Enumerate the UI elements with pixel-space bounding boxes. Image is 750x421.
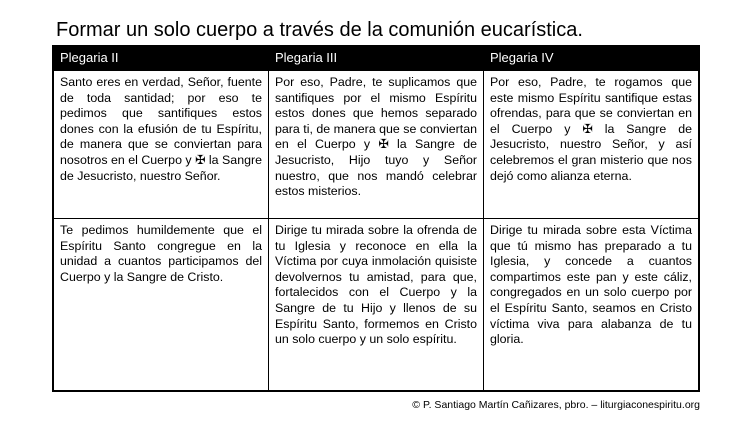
cell-epiclesis-plegaria-ii [54, 71, 269, 219]
cell-text: Te pedimos humildemente que el Espíritu Santo congregue en la unidad a cuantos participamos del Cuerpo y la Sangre de Cristo. [60, 223, 266, 284]
table-row [54, 71, 699, 219]
cell-comunion-plegaria-iii [269, 219, 484, 391]
column-header-plegaria-iii: Plegaria III [269, 47, 484, 71]
footer-credit: © P. Santiago Martín Cañizares, pbro. – liturgiaconespiritu.org [412, 399, 700, 411]
page-title: Formar un solo cuerpo a través de la comunión eucarística. [56, 19, 583, 41]
prayers-table [53, 46, 699, 391]
comparison-table [52, 45, 700, 392]
column-header-plegaria-iv: Plegaria IV [484, 47, 699, 71]
cell-comunion-plegaria-ii [54, 219, 269, 391]
cell-comunion-plegaria-iv [484, 219, 699, 391]
table-header-row [54, 47, 699, 71]
table-header [54, 47, 699, 71]
table-body [54, 71, 699, 391]
cell-text: Santo eres en verdad, Señor, fuente de toda santidad; por eso te pedimos que santifiques estos dones con la efusión de tu Espíritu, de manera que se conviertan para nosotros en el Cuerpo y ✠ la Sangre de Jesucristo, nuestro Señor. [60, 75, 266, 183]
cell-text: Por eso, Padre, te suplicamos que santifiques por el mismo Espíritu estos dones que hemos separado para ti, de manera que se conviertan en el Cuerpo y ✠ la Sangre de Jesucristo, Hijo tuyo y Señor nuestro, que nos mandó celebrar estos misterios. [275, 75, 481, 199]
cell-epiclesis-plegaria-iii [269, 71, 484, 219]
cell-epiclesis-plegaria-iv [484, 71, 699, 219]
cell-text: Dirige tu mirada sobre esta Víctima que tú mismo has preparado a tu Iglesia, y concede a cuantos compartimos este pan y este cáliz, congregados en un solo cuerpo por el Espíritu Santo, seamos en Cristo víctima viva para alabanza de tu gloria. [490, 223, 696, 347]
column-header-plegaria-ii: Plegaria II [54, 47, 269, 71]
cell-text: Por eso, Padre, te rogamos que este mismo Espíritu santifique estas ofrendas, para que se conviertan en el Cuerpo y ✠ la Sangre de Jesucristo, nuestro Señor, y así celebremos el gran misterio que nos dejó como alianza eterna. [490, 75, 696, 183]
cell-text: Dirige tu mirada sobre la ofrenda de tu Iglesia y reconoce en ella la Víctima por cuya inmolación quisiste devolvernos tu amistad, para que, fortalecidos con el Cuerpo y la Sangre de tu Hijo y llenos de su Espíritu Santo, formemos en Cristo un solo cuerpo y un solo espíritu. [275, 223, 481, 347]
table-row [54, 219, 699, 391]
